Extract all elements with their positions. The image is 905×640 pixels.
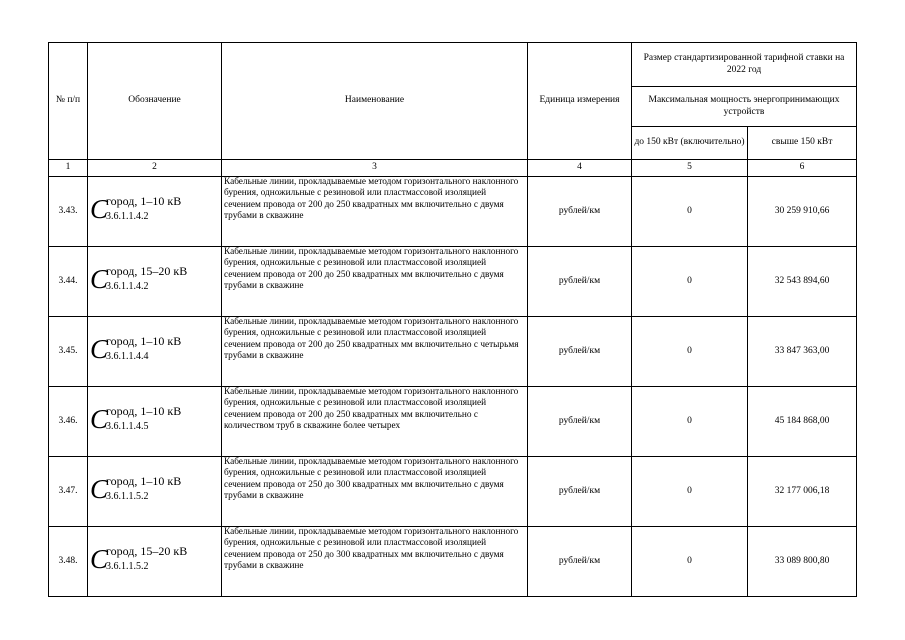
rate-symbol-subscript: 3.6.1.1.4.4 [106, 351, 149, 363]
row-name: Кабельные линии, прокладываемые методом горизонтального наклонного бурения, одножильные с резиновой или пластмассовой изоляцией сечением провода от 200 до 250 квадратных мм включительно с двумя трубами в скважине [222, 177, 528, 247]
rate-symbol: C город, 1–10 кВ 3.6.1.1.5.2 [88, 457, 222, 527]
row-value-up-to-150: 0 [632, 387, 748, 457]
row-value-up-to-150: 0 [632, 457, 748, 527]
row-value-up-to-150: 0 [632, 527, 748, 597]
header-rate: Размер стандартизированной тарифной ставки на 2022 год [632, 43, 857, 87]
row-number: 3.44. [49, 247, 88, 317]
row-value-up-to-150: 0 [632, 177, 748, 247]
rate-symbol: C город, 1–10 кВ 3.6.1.1.4.2 [88, 177, 222, 247]
row-number: 3.46. [49, 387, 88, 457]
table-row [49, 527, 857, 597]
row-number: 3.47. [49, 457, 88, 527]
rate-symbol: C город, 15–20 кВ 3.6.1.1.5.2 [88, 527, 222, 597]
row-unit: рублей/км [528, 177, 632, 247]
header-row-1 [49, 43, 857, 87]
row-number: 3.43. [49, 177, 88, 247]
header-num: № п/п [49, 43, 88, 160]
header-symbol: Обозначение [88, 43, 222, 160]
row-number: 3.45. [49, 317, 88, 387]
tariff-table [48, 42, 857, 597]
column-number: 5 [632, 160, 748, 177]
header-over-150: свыше 150 кВт [748, 127, 857, 160]
table-body [49, 177, 857, 597]
row-unit: рублей/км [528, 317, 632, 387]
row-unit: рублей/км [528, 457, 632, 527]
row-value-up-to-150: 0 [632, 247, 748, 317]
row-value-over-150: 33 089 800,80 [748, 527, 857, 597]
column-number: 1 [49, 160, 88, 177]
row-name: Кабельные линии, прокладываемые методом горизонтального наклонного бурения, одножильные с резиновой или пластмассовой изоляцией сечением провода от 200 до 250 квадратных мм включительно с количеством труб в скважине более четырех [222, 387, 528, 457]
header-up-to-150: до 150 кВт (включительно) [632, 127, 748, 160]
column-number-row [49, 160, 857, 177]
rate-symbol-superscript: город, 1–10 кВ [106, 194, 182, 209]
table-header [49, 43, 857, 177]
table-row [49, 457, 857, 527]
table-row [49, 317, 857, 387]
row-value-over-150: 32 177 006,18 [748, 457, 857, 527]
row-value-over-150: 30 259 910,66 [748, 177, 857, 247]
row-unit: рублей/км [528, 247, 632, 317]
column-number: 2 [88, 160, 222, 177]
rate-symbol-subscript: 3.6.1.1.4.2 [106, 211, 149, 223]
rate-symbol-superscript: город, 15–20 кВ [106, 264, 188, 279]
row-unit: рублей/км [528, 387, 632, 457]
rate-symbol-subscript: 3.6.1.1.5.2 [106, 561, 149, 573]
column-number: 6 [748, 160, 857, 177]
table-row [49, 177, 857, 247]
rate-symbol: C город, 1–10 кВ 3.6.1.1.4.5 [88, 387, 222, 457]
row-value-over-150: 33 847 363,00 [748, 317, 857, 387]
rate-symbol-superscript: город, 1–10 кВ [106, 334, 182, 349]
table-row [49, 387, 857, 457]
table-row [49, 247, 857, 317]
header-power: Максимальная мощность энергопринимающих устройств [632, 87, 857, 127]
row-value-over-150: 45 184 868,00 [748, 387, 857, 457]
rate-symbol-subscript: 3.6.1.1.4.5 [106, 421, 149, 433]
column-number: 4 [528, 160, 632, 177]
column-number: 3 [222, 160, 528, 177]
rate-symbol: C город, 1–10 кВ 3.6.1.1.4.4 [88, 317, 222, 387]
row-name: Кабельные линии, прокладываемые методом горизонтального наклонного бурения, одножильные с резиновой или пластмассовой изоляцией сечением провода от 200 до 250 квадратных мм включительно с четырьмя трубами в скважине [222, 317, 528, 387]
row-name: Кабельные линии, прокладываемые методом горизонтального наклонного бурения, одножильные с резиновой или пластмассовой изоляцией сечением провода от 250 до 300 квадратных мм включительно с двумя трубами в скважине [222, 457, 528, 527]
rate-symbol-superscript: город, 1–10 кВ [106, 474, 182, 489]
rate-symbol-superscript: город, 1–10 кВ [106, 404, 182, 419]
header-name: Наименование [222, 43, 528, 160]
row-name: Кабельные линии, прокладываемые методом горизонтального наклонного бурения, одножильные с резиновой или пластмассовой изоляцией сечением провода от 250 до 300 квадратных мм включительно с двумя трубами в скважине [222, 527, 528, 597]
row-value-over-150: 32 543 894,60 [748, 247, 857, 317]
rate-symbol-subscript: 3.6.1.1.5.2 [106, 491, 149, 503]
row-number: 3.48. [49, 527, 88, 597]
rate-symbol-superscript: город, 15–20 кВ [106, 544, 188, 559]
header-unit: Единица измерения [528, 43, 632, 160]
rate-symbol-subscript: 3.6.1.1.4.2 [106, 281, 149, 293]
row-value-up-to-150: 0 [632, 317, 748, 387]
rate-symbol: C город, 15–20 кВ 3.6.1.1.4.2 [88, 247, 222, 317]
row-unit: рублей/км [528, 527, 632, 597]
row-name: Кабельные линии, прокладываемые методом горизонтального наклонного бурения, одножильные с резиновой или пластмассовой изоляцией сечением провода от 200 до 250 квадратных мм включительно с двумя трубами в скважине [222, 247, 528, 317]
